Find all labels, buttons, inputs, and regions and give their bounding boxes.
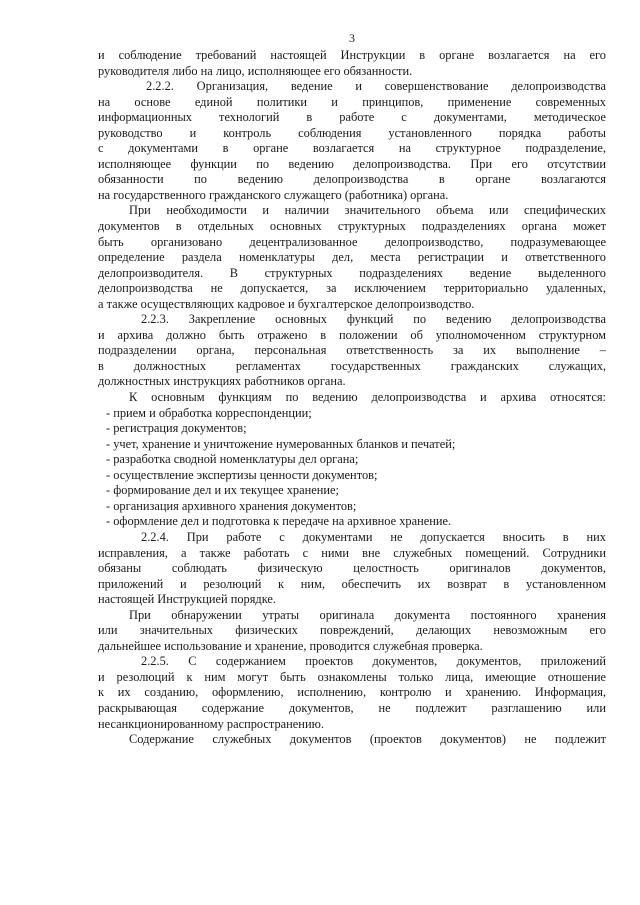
text-line: Содержание служебных документов (проектов документов) не подлежит <box>129 732 606 747</box>
text-line: на государственного гражданского служащего (работника) органа. <box>98 187 449 202</box>
text-line: и архива должно быть отражено в положении об уполномоченном структурном <box>98 327 606 342</box>
text-line: с документами в органе возлагается на структурное подразделение, <box>98 141 606 156</box>
text-line: делопроизводства не допускается, за исключением территориально удаленных, <box>98 281 606 296</box>
text-line: - прием и обработка корреспонденции; <box>106 405 312 420</box>
text-line: и соблюдение требований настоящей Инструкции в органе возлагается на его <box>98 48 606 62</box>
text-line: настоящей Инструкцией порядке. <box>98 592 277 607</box>
text-line: 2.2.2. Организация, ведение и совершенствование делопроизводства <box>146 79 606 94</box>
text-line: приложений и резолюций к ним, обеспечить их возврат в установленном <box>98 576 606 591</box>
text-line: или значительных физических повреждений, делающих невозможным его <box>98 623 606 638</box>
text-line: исполняющее функции по ведению делопроизводства. При его отсутствии <box>98 156 606 171</box>
text-line: - регистрация документов; <box>106 421 247 436</box>
text-line: документов в отдельных основных структурных подразделениях органа может <box>98 219 606 234</box>
text-line: исправления, а также работать с ними вне служебных помещений. Сотрудники <box>98 545 606 560</box>
text-line: 2.2.5. С содержанием проектов документов, документов, приложений <box>141 654 606 669</box>
text-line: должностных инструкциях работников органа. <box>98 374 346 389</box>
text-line: - оформление дел и подготовка к передаче на архивное хранение. <box>106 514 452 529</box>
text-line: на основе единой политики и принципов, применение современных <box>98 94 606 109</box>
text-line: делопроизводителя. В структурных подразделениях ведение выделенного <box>98 265 606 280</box>
text-line: руководителя либо на лицо, исполняющее его обязанности. <box>98 63 413 78</box>
text-line: и резолюций к ним могут быть ознакомлены только лица, имеющие отношение <box>98 669 606 684</box>
body-text <box>98 48 606 748</box>
text-line: - учет, хранение и уничтожение нумерованных бланков и печатей; <box>106 436 456 451</box>
text-line: определение раздела номенклатуры дел, места регистрации и ответственного <box>98 250 606 265</box>
text-line: 2.2.3. Закрепление основных функций по ведению делопроизводства <box>141 312 606 327</box>
text-line: При необходимости и наличии значительного объема или специфических <box>129 203 606 218</box>
page-number: 3 <box>349 31 355 45</box>
text-line: быть организовано децентрализованное делопроизводство, подразумевающее <box>98 234 606 249</box>
text-line: в должностных регламентах государственных гражданских служащих, <box>98 358 606 373</box>
text-line: руководство и контроль соблюдения установленного порядка работы <box>98 125 606 140</box>
text-line: несанкционированному распространению. <box>98 716 324 731</box>
text-line: К основным функциям по ведению делопроизводства и архива относятся: <box>129 390 606 405</box>
text-line: к их созданию, оформлению, исполнению, контролю и хранению. Информация, <box>98 685 606 700</box>
text-line: информационных технологий в работе с документами, методическое <box>98 110 606 125</box>
text-line: - разработка сводной номенклатуры дел органа; <box>106 452 359 467</box>
text-line: - организация архивного хранения документов; <box>106 498 357 513</box>
text-line: - формирование дел и их текущее хранение; <box>106 483 339 498</box>
text-line: обязанности по ведению делопроизводства в органе возлагаются <box>98 172 606 187</box>
text-line: подразделении органа, персональная ответственность за их выполнение – <box>98 343 606 358</box>
text-line: а также осуществляющих кадровое и бухгалтерское делопроизводство. <box>98 296 475 311</box>
text-line: раскрывающая содержание документов, не подлежит разглашению или <box>98 700 606 715</box>
text-line: обязаны соблюдать физическую целостность оригиналов документов, <box>98 561 606 576</box>
text-line: дальнейшее использование и хранение, проводится служебная проверка. <box>98 638 483 653</box>
text-line: - осуществление экспертизы ценности документов; <box>106 467 378 482</box>
text-line: При обнаружении утраты оригинала документа постоянного хранения <box>129 607 606 622</box>
text-line: 2.2.4. При работе с документами не допускается вносить в них <box>141 529 606 544</box>
